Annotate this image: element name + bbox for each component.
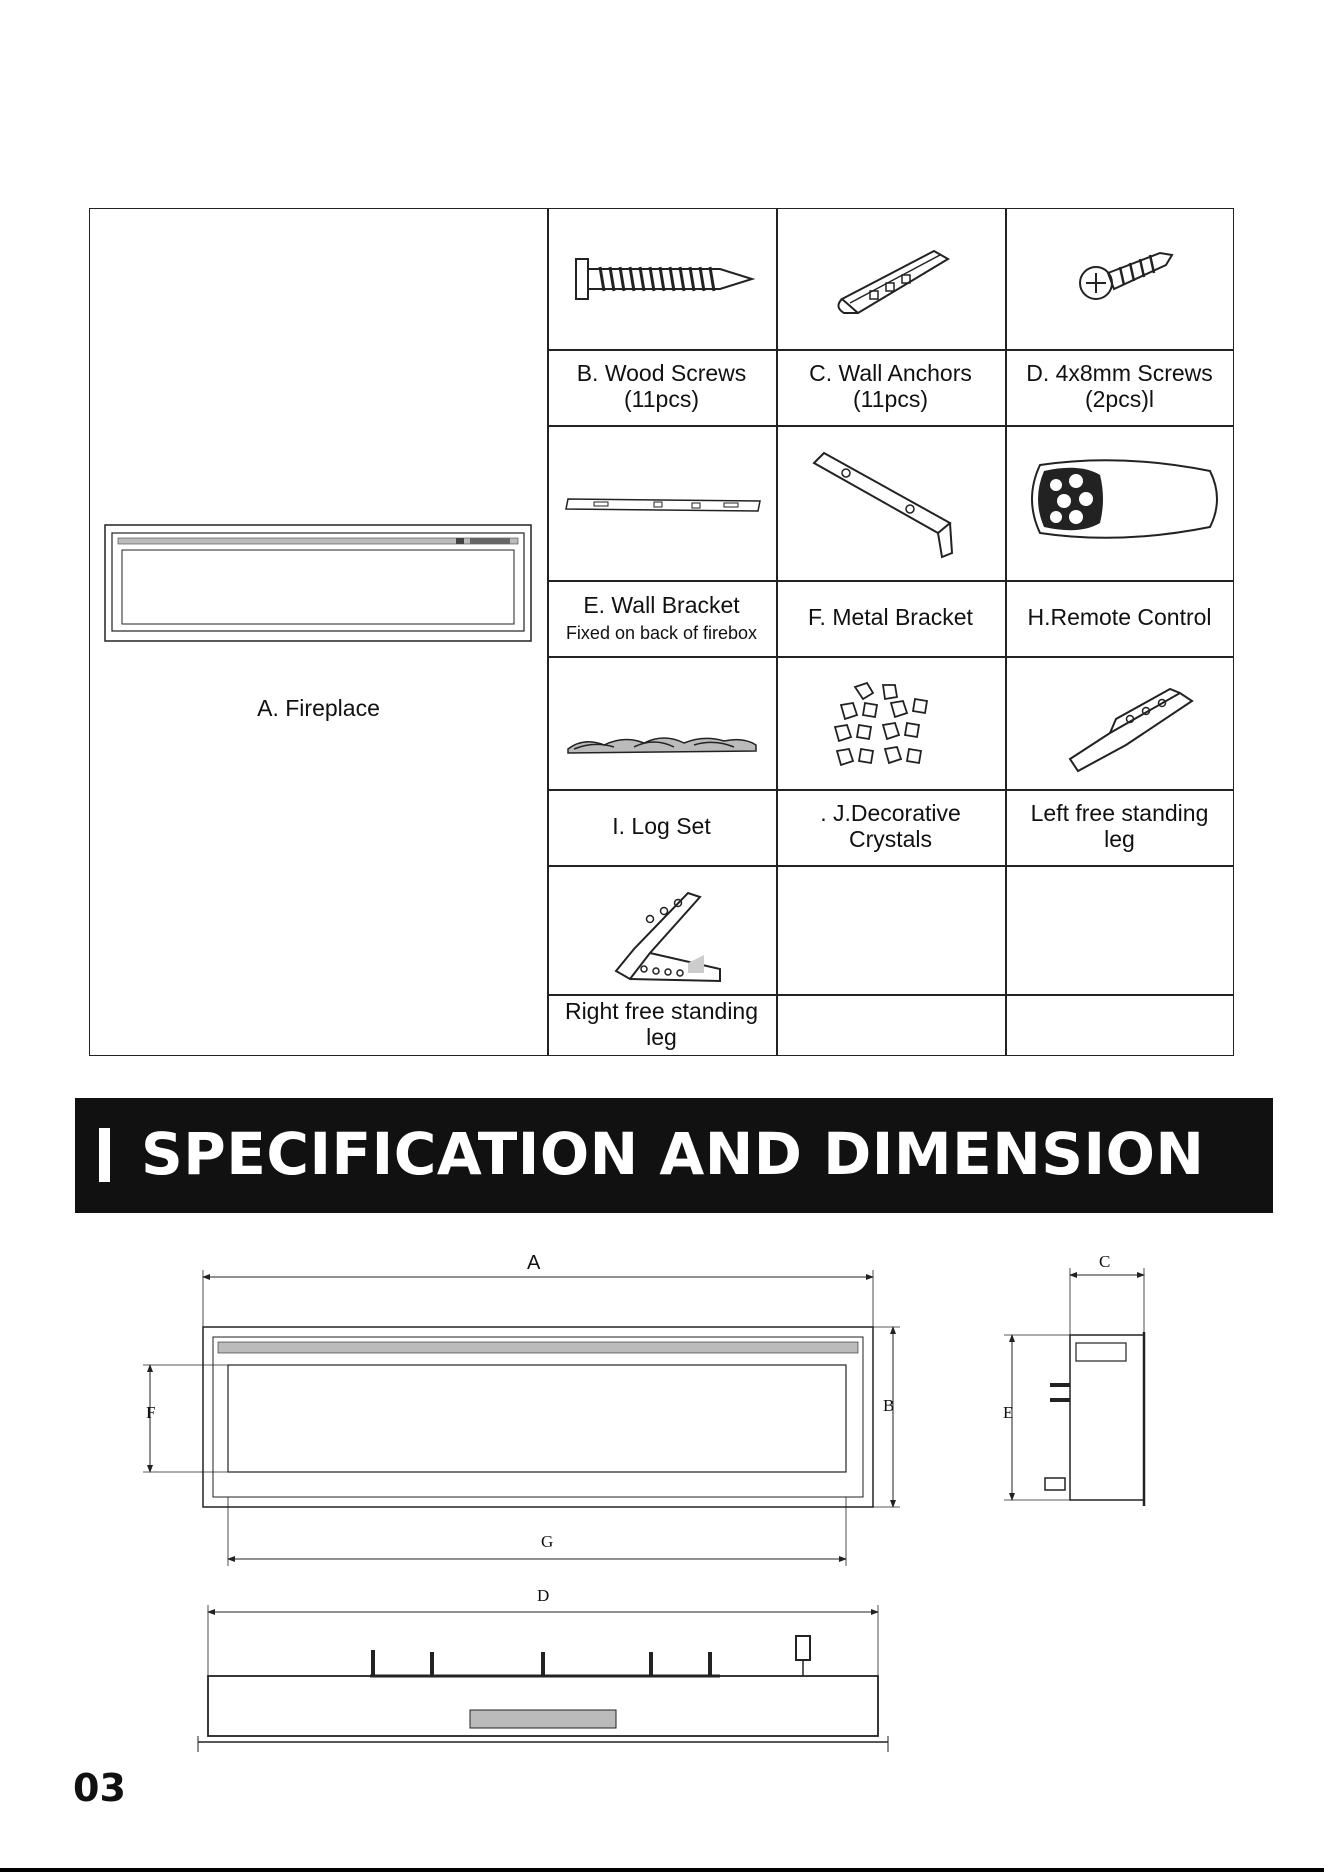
dimension-label-b: B: [883, 1396, 895, 1415]
dimension-label-g: G: [541, 1532, 554, 1551]
dimension-label-d: D: [537, 1586, 550, 1605]
right-leg-label: Right free standing leg: [564, 998, 759, 1050]
dimension-label-f: F: [146, 1403, 156, 1422]
wood-screw-icon: [570, 249, 760, 309]
metal-bracket-label: F. Metal Bracket: [808, 604, 973, 631]
dimension-label-c: C: [1099, 1252, 1111, 1271]
page-number: 03: [73, 1766, 126, 1810]
bottom-rule: [0, 1868, 1324, 1872]
log-set-label: I. Log Set: [612, 813, 711, 840]
crystals-icon: [825, 679, 945, 779]
log-set-icon: [564, 719, 760, 759]
section-title: SPECIFICATION AND DIMENSION: [141, 1120, 1205, 1188]
wall-bracket-label: E. Wall Bracket Fixed on back of firebox: [565, 592, 758, 643]
section-marker: [99, 1128, 110, 1182]
wall-anchors-label: C. Wall Anchors (11pcs): [809, 360, 972, 412]
left-leg-label: Left free standing leg: [1030, 800, 1209, 852]
remote-control-icon: [1020, 449, 1224, 549]
fireplace-label: A. Fireplace: [257, 695, 380, 722]
wall-anchor-icon: [830, 237, 960, 317]
section-header: [75, 1098, 1273, 1213]
metal-bracket-icon: [810, 449, 970, 559]
wood-screws-label: B. Wood Screws (11pcs): [576, 360, 747, 412]
right-leg-icon: [610, 879, 730, 989]
dimension-label-e: E: [1003, 1403, 1014, 1422]
screws-4x8-label: D. 4x8mm Screws (2pcs)l: [1026, 360, 1213, 412]
left-leg-icon: [1060, 679, 1200, 779]
parts-table: [89, 208, 1234, 1056]
fireplace-illustration: [104, 524, 532, 642]
wall-bracket-icon: [564, 489, 764, 519]
remote-control-label: H.Remote Control: [1027, 604, 1212, 631]
small-screw-icon: [1070, 239, 1180, 309]
dimension-drawings: [0, 1240, 1324, 1770]
crystals-label: . J.Decorative Crystals: [820, 800, 961, 852]
dimension-label-a: A: [527, 1252, 541, 1274]
